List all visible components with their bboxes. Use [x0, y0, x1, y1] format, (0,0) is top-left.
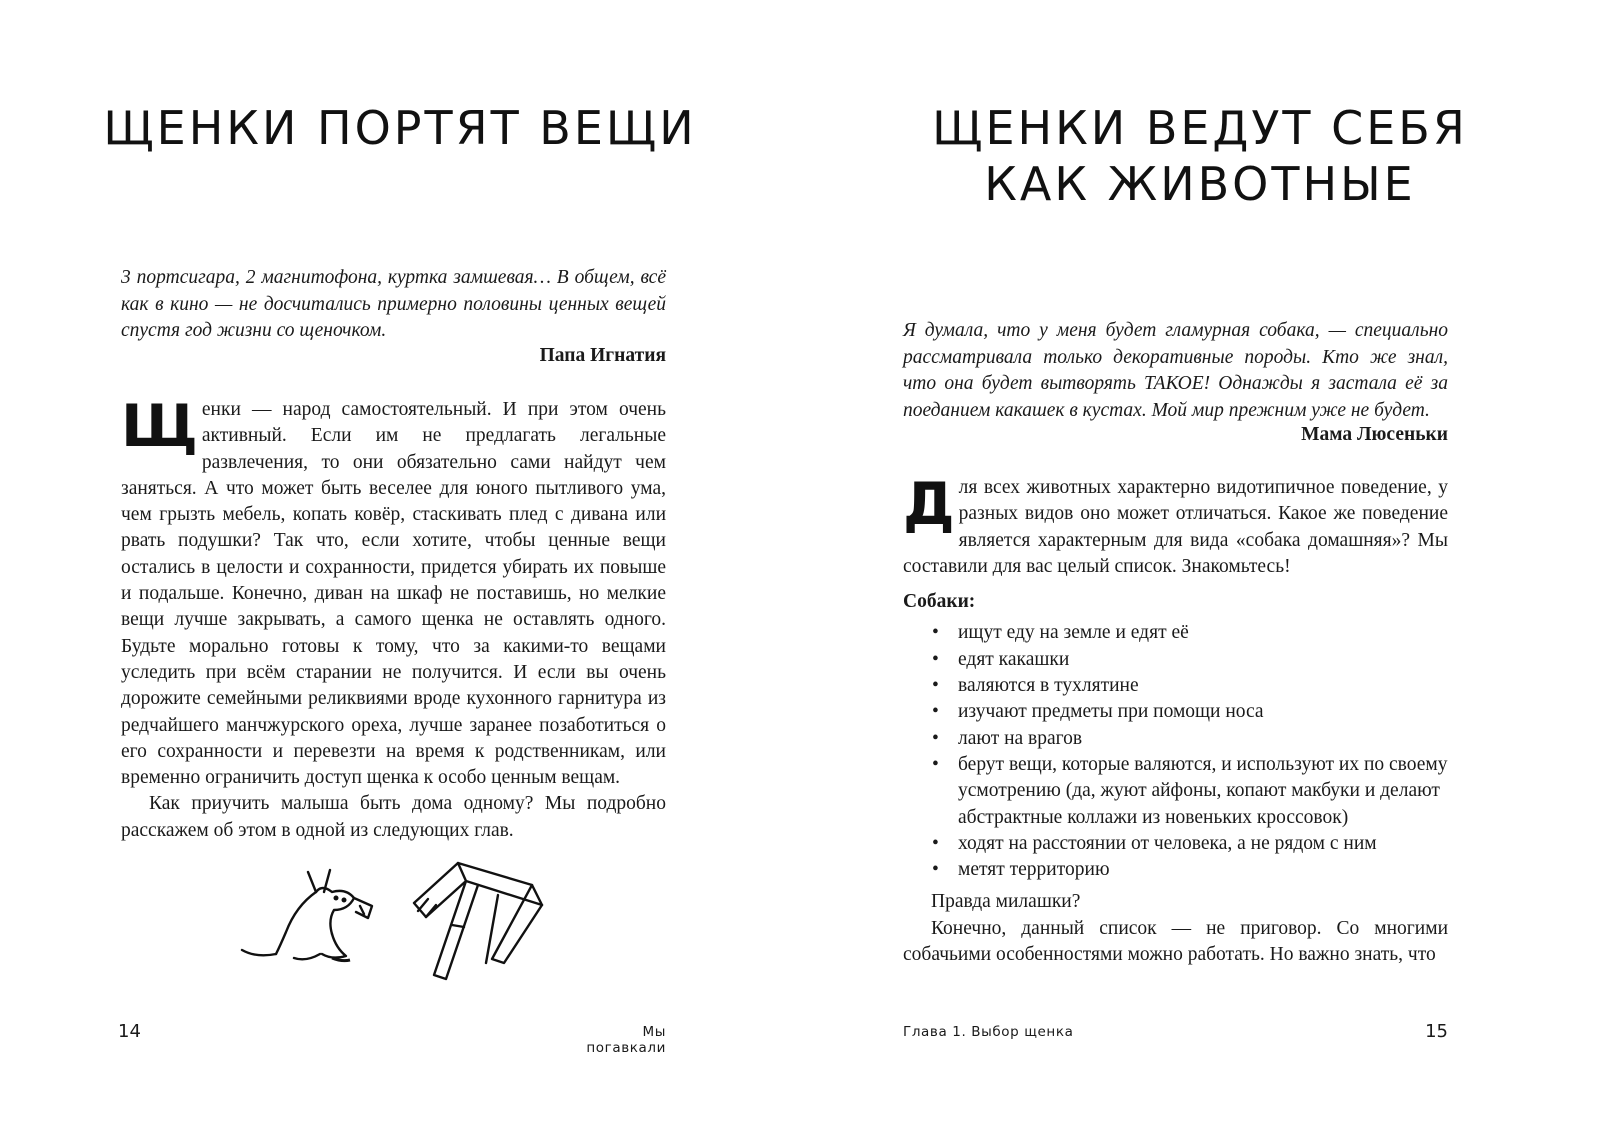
left-dropcap: Щ [121, 392, 198, 460]
left-page-title: ЩЕНКИ ПОРТЯТ ВЕЩИ [103, 101, 697, 155]
list-item: • берут вещи, которые валяются, и используют их по своему усмотрению (да, жуют айфоны, копают макбуки и делают абстрактные коллажи из новеньких кроссовок) [958, 752, 1448, 831]
right-running-footer: Глава 1. Выбор щенка [903, 1024, 1074, 1040]
list-item: • ходят на расстоянии от человека, а не рядом с ним [958, 831, 1448, 857]
left-epigraph-author: Папа Игнатия [539, 345, 666, 366]
list-item: • едят какашки [958, 647, 1448, 673]
right-page-number: 15 [1425, 1021, 1448, 1042]
left-paragraph-1 [121, 392, 666, 791]
right-dropcap: Д [903, 470, 955, 538]
right-epigraph-author: Мама Люсеньки [1301, 424, 1448, 445]
right-title-line-2: КАК ЖИВОТНЫЕ [984, 157, 1416, 211]
list-item: • метят территорию [958, 857, 1448, 883]
right-paragraph-1 [903, 470, 1448, 580]
list-item: • валяются в тухлятине [958, 673, 1448, 699]
left-page-number: 14 [118, 1021, 141, 1042]
list-item: • изучают предметы при помощи носа [958, 699, 1448, 725]
left-paragraph-1-text: енки — народ самостоятельный. И при этом очень активный. Если им не предлагать легальные развлечения, то они обязательно сами найдут чем заняться. А что может быть веселее для юного пытливого ума, чем грызть мебель, копать ковёр, стаскивать плед с дивана или рвать подушки? Так что, если хотите, чтобы ценные вещи остались в целости и сохранности, придется убирать их повыше и подальше. Конечно, диван на шкаф не поставишь, но мелкие вещи лучше закрывать, а самого щенка не оставлять одного. Будьте морально готовы к тому, что за какими-то вещами уследить при всём старании не получится. И если вы очень дорожите семейными реликвиями вроде кухонного гарнитура из редчайшего манчжурского ореха, лучше заранее позаботиться о его сохранности и перевезти на время к родственникам, или временно ограничить доступ щенка к особо ценным вещам. [121, 399, 666, 789]
dog-drawing-icon [236, 862, 386, 974]
left-paragraph-2: Как приучить малыша быть дома одному? Мы подробно расскажем об этом в одной из следующих глав. [121, 793, 666, 841]
right-page [800, 0, 1600, 1135]
right-paragraph-1-text: ля всех животных характерно видотипичное поведение, у разных видов оно может отличаться. Какое же поведение является характерным для вида «собака домашняя»? Мы составили для вас целый список. Знакомьтесь! [903, 477, 1448, 577]
broken-chair-icon [406, 855, 552, 983]
right-paragraph-3: Конечно, данный список — не приговор. Со многими собачьими особенностями можно работать. Но важно знать, что [903, 917, 1448, 966]
right-epigraph-text: Я думала, что у меня будет гламурная собака, — специально рассматривала только декоративные породы. Кто же знал, что она будет вытворять ТАКОЕ! Однажды я застала её за поеданием какашек в кустах. Мой мир прежним уже не будет. [903, 320, 1448, 421]
list-item: • ищут еду на земле и едят её [958, 620, 1448, 646]
left-body-text [121, 392, 666, 844]
list-item: • лают на врагов [958, 726, 1448, 752]
right-page-title [800, 100, 1600, 212]
dog-behavior-list [903, 620, 1448, 883]
left-running-footer: Мы погавкали [586, 1024, 666, 1056]
right-body-text [903, 470, 1448, 968]
list-title: Собаки: [903, 591, 976, 613]
right-title-line-1: ЩЕНКИ ВЕДУТ СЕБЯ [932, 101, 1468, 155]
right-paragraph-2: Правда милашки? [931, 891, 1081, 913]
left-epigraph-text: 3 портсигара, 2 магнитофона, куртка замшевая… В общем, всё как в кино — не досчитались примерно половины ценных вещей спустя год жизни со щеночком. [121, 267, 666, 341]
